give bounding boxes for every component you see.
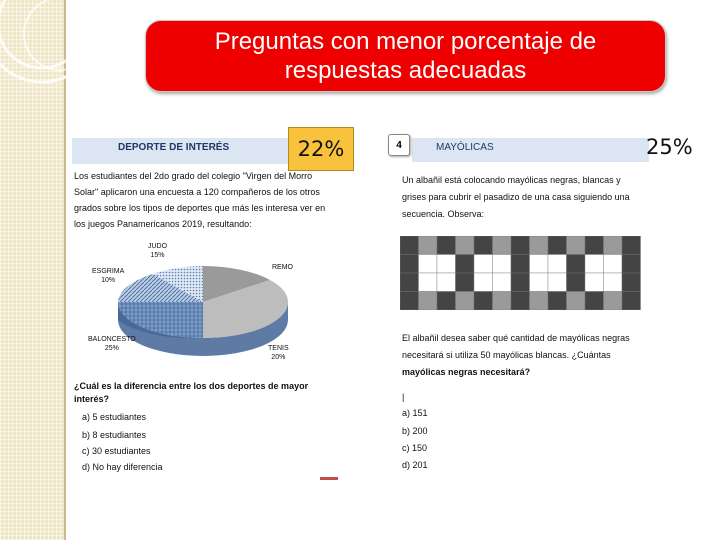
- tile: [400, 292, 419, 311]
- intro-line: secuencia. Observa:: [402, 209, 485, 219]
- tile: [419, 255, 438, 274]
- tile: [474, 292, 493, 311]
- question-text: [74, 380, 342, 406]
- tile: [493, 292, 512, 311]
- tile: [419, 292, 438, 311]
- intro-line: Solar" aplicaron una encuesta a 120 compañeros de los otros: [74, 187, 320, 197]
- tile: [585, 236, 604, 255]
- tile: [604, 273, 623, 292]
- question-line: ¿Cuál es la diferencia entre los dos deportes de mayor: [74, 381, 309, 391]
- tile: [437, 255, 456, 274]
- question-line: mayólicas negras necesitará?: [402, 367, 531, 377]
- tile: [493, 273, 512, 292]
- answer-option-d: d) No hay diferencia: [82, 462, 163, 472]
- question-text: [402, 330, 647, 381]
- tile: [400, 236, 419, 255]
- tile: [493, 255, 512, 274]
- question-line: interés?: [74, 394, 110, 404]
- tile: [511, 255, 530, 274]
- tile: [456, 292, 475, 311]
- pie-label-text: REMO: [272, 264, 293, 271]
- left-percentage: 22%: [297, 137, 345, 161]
- tile: [456, 236, 475, 255]
- right-percentage: 25%: [646, 135, 693, 159]
- pie-label-text: ESGRIMA: [92, 268, 125, 275]
- question-line: El albañil desea saber qué cantidad de mayólicas negras: [402, 333, 630, 343]
- right-question-panel: [384, 130, 649, 480]
- tile: [567, 273, 586, 292]
- tile: [456, 255, 475, 274]
- tile: [474, 255, 493, 274]
- answer-option-b: b) 200: [402, 426, 428, 436]
- pie-label-judo: [148, 242, 167, 260]
- tile: [530, 255, 549, 274]
- tile: [511, 236, 530, 255]
- tile: [400, 273, 419, 292]
- tile: [548, 255, 567, 274]
- pie-label-tenis: [268, 344, 289, 362]
- tile: [530, 292, 549, 311]
- tile: [474, 236, 493, 255]
- pie-label-text: JUDO: [148, 243, 168, 250]
- tile: [548, 273, 567, 292]
- pie-label-value: 25%: [104, 345, 119, 352]
- tile: [548, 292, 567, 311]
- pie-label-baloncesto: [88, 335, 136, 353]
- answer-option-b: b) 8 estudiantes: [82, 430, 147, 440]
- cursor-mark: |: [402, 392, 405, 402]
- answer-option-d: d) 201: [402, 460, 428, 470]
- tile: [437, 236, 456, 255]
- tile: [585, 292, 604, 311]
- left-percentage-badge: [288, 127, 354, 171]
- intro-line: grises para cubrir el pasadizo de una casa siguiendo una: [402, 192, 630, 202]
- intro-line: Un albañil está colocando mayólicas negras, blancas y: [402, 175, 621, 185]
- tile: [400, 255, 419, 274]
- question-number-badge: [388, 134, 410, 156]
- pie-label-text: TENIS: [268, 345, 289, 352]
- tile: [511, 292, 530, 311]
- tile: [622, 255, 641, 274]
- tile: [437, 292, 456, 311]
- tile: [585, 273, 604, 292]
- section-heading: MAYÓLICAS: [436, 142, 494, 153]
- tile: [567, 292, 586, 311]
- slide-title: Preguntas con menor porcentaje de respuestas adecuadas: [214, 28, 597, 84]
- tile: [530, 236, 549, 255]
- tile: [567, 236, 586, 255]
- tile: [604, 255, 623, 274]
- tile: [493, 236, 512, 255]
- pie-label-esgrima: [92, 267, 124, 285]
- answer-option-c: c) 150: [402, 443, 428, 453]
- tile: [530, 273, 549, 292]
- tile: [604, 236, 623, 255]
- intro-text: [402, 172, 647, 223]
- intro-line: Los estudiantes del 2do grado del colegio "Virgen del Morro: [74, 171, 313, 181]
- question-line: necesitará si utiliza 50 mayólicas blancas. ¿Cuántas: [402, 350, 611, 360]
- intro-line: grados sobre los tipos de deportes que más les interesa ver en: [74, 203, 326, 213]
- tile: [604, 292, 623, 311]
- tile: [419, 273, 438, 292]
- slide-title-box: [145, 20, 666, 92]
- tile: [456, 273, 475, 292]
- left-question-panel: [66, 132, 344, 480]
- tile: [548, 236, 567, 255]
- tile: [511, 273, 530, 292]
- question-number: 4: [396, 139, 402, 151]
- answer-option-c: c) 30 estudiantes: [82, 446, 151, 456]
- pie-label-value: 15%: [150, 252, 165, 259]
- pie-label-text: BALONCESTO: [88, 336, 136, 343]
- intro-line: los juegos Panamericanos 2019, resultando:: [74, 219, 252, 229]
- pie-label-value: 20%: [271, 354, 286, 361]
- pie-label-remo: [272, 263, 293, 272]
- small-red-mark: [320, 477, 338, 480]
- section-heading: DEPORTE DE INTERÉS: [118, 142, 230, 153]
- answer-option-a: a) 5 estudiantes: [82, 412, 147, 422]
- tile-sequence-figure: [400, 236, 648, 310]
- tile: [437, 273, 456, 292]
- tile: [622, 236, 641, 255]
- tile: [622, 292, 641, 311]
- tile: [474, 273, 493, 292]
- answer-option-a: a) 151: [402, 408, 428, 418]
- pie-label-value: 10%: [101, 277, 116, 284]
- tile: [419, 236, 438, 255]
- decorative-circles: [0, 0, 140, 102]
- intro-text: [74, 168, 342, 232]
- tile: [585, 255, 604, 274]
- tile: [567, 255, 586, 274]
- tile: [622, 273, 641, 292]
